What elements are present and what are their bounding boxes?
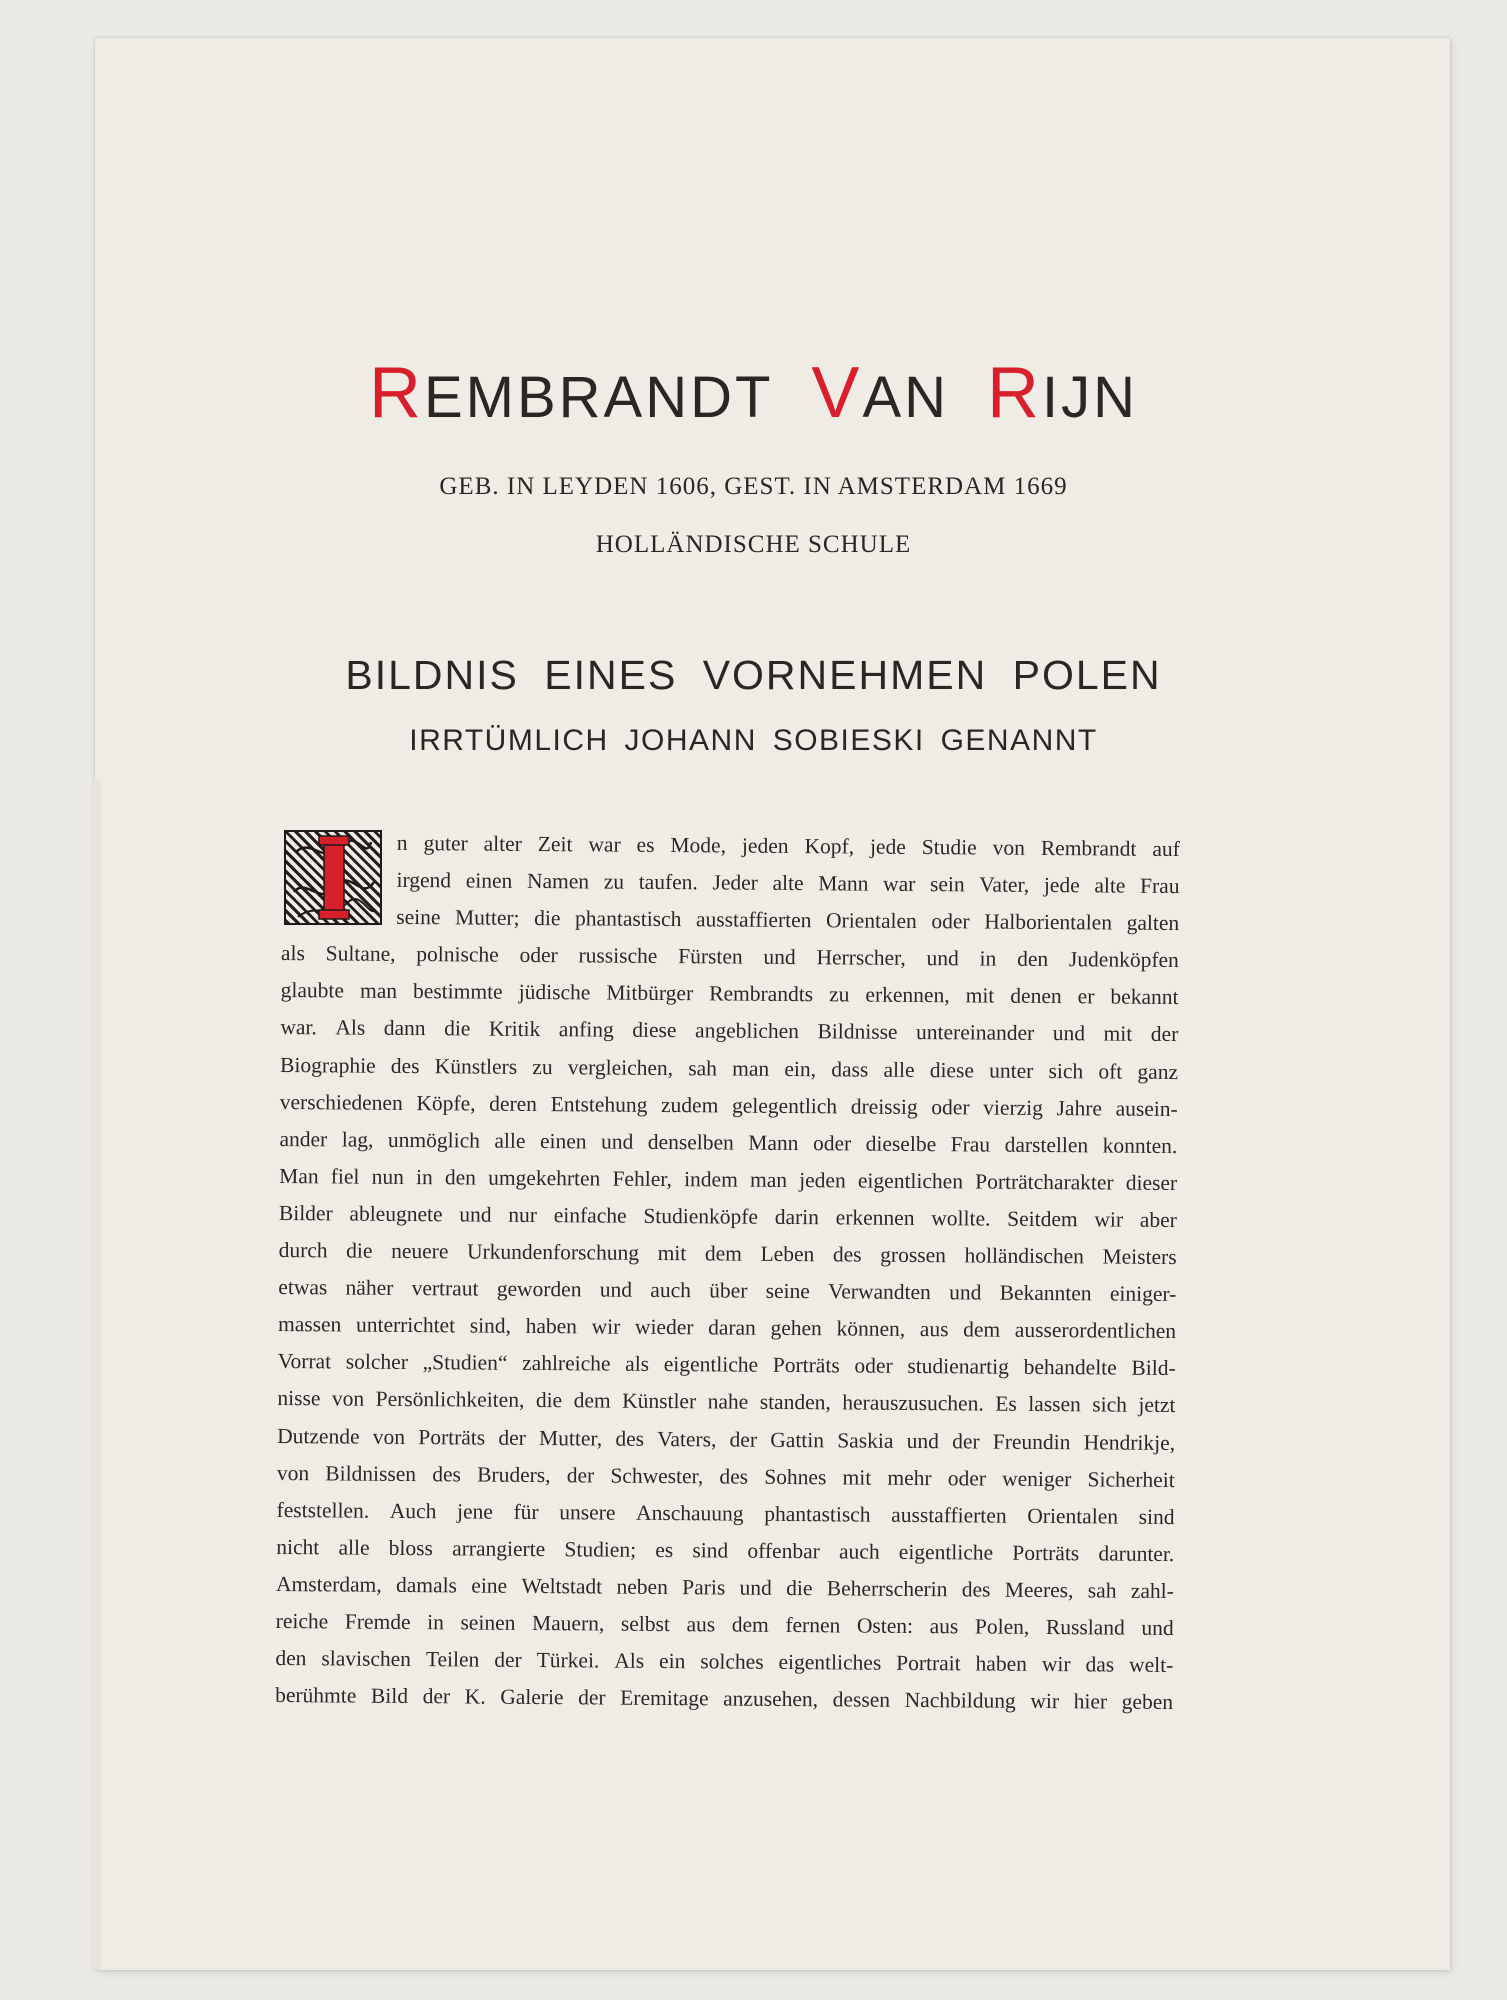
title-initial-v: V bbox=[811, 353, 863, 433]
body-line: als Sultane, polnische oder russische Fürsten und Herrscher, und in den Judenköpfen bbox=[280, 941, 1179, 973]
title-initial-r: R bbox=[368, 353, 424, 433]
body-line: n guter alter Zeit war es Mode, jeden Kopf, jede Studie von Rembrandt auf bbox=[396, 830, 1180, 862]
body-line: Vorrat solcher „Studien“ zahlreiche als eigentliche Porträts oder studienartig behandelte Bild- bbox=[277, 1349, 1176, 1381]
body-line: berühmte Bild der K. Galerie der Eremitage anzusehen, dessen Nachbildung wir hier geben bbox=[275, 1683, 1174, 1715]
body-line: seine Mutter; die phantastisch ausstaffierten Orientalen oder Halborientalen galten bbox=[396, 905, 1180, 936]
body-line: etwas näher vertraut geworden und auch über seine Verwandten und Bekannten einiger- bbox=[278, 1275, 1177, 1307]
body-line: irgend einen Namen zu taufen. Jeder alte Mann war sein Vater, jede alte Frau bbox=[396, 867, 1180, 899]
title-word-van: AN bbox=[862, 365, 950, 430]
paper-edge bbox=[91, 780, 101, 1970]
body-line: reiche Fremde in seinen Mauern, selbst aus dem fernen Osten: aus Polen, Russland und bbox=[275, 1608, 1174, 1640]
artwork-subtitle: IRRTÜMLICH JOHANN SOBIESKI GENANNT bbox=[409, 724, 1098, 757]
body-line: Dutzende von Porträts der Mutter, des Vaters, der Gattin Saskia und der Freundin Hendrikje, bbox=[277, 1423, 1176, 1455]
body-line: glaubte man bestimmte jüdische Mitbürger Rembrandts zu erkennen, mit denen er bekannt bbox=[280, 978, 1179, 1010]
body-line: war. Als dann die Kritik anfing diese angeblichen Bildnisse untereinander und mit der bbox=[280, 1015, 1179, 1047]
body-line: nisse von Persönlichkeiten, die dem Künstler nahe standen, herauszusuchen. Es lassen sich jetzt bbox=[277, 1386, 1176, 1418]
body-line: Bilder ableugnete und nur einfache Studienköpfe darin erkennen wollte. Seitdem wir aber bbox=[278, 1200, 1177, 1232]
artist-school: HOLLÄNDISCHE SCHULE bbox=[595, 531, 912, 558]
body-line: den slavischen Teilen der Türkei. Als ein solches eigentliches Portrait haben wir das welt- bbox=[275, 1646, 1174, 1678]
body-line: durch die neuere Urkundenforschung mit dem Leben des grossen holländischen Meisters bbox=[278, 1238, 1177, 1270]
title-initial-r2: R bbox=[987, 353, 1043, 433]
body-line: nicht alle bloss arrangierte Studien; es sind offenbar auch eigentliche Porträts darunter. bbox=[276, 1534, 1175, 1566]
body-text bbox=[275, 824, 1180, 1721]
body-line: ander lag, unmöglich alle einen und denselben Mann oder dieselbe Frau darstellen konnten. bbox=[279, 1126, 1178, 1158]
page-title bbox=[0, 352, 1507, 434]
artwork-title: BILDNIS EINES VORNEHMEN POLEN bbox=[345, 652, 1162, 698]
artist-dates: GEB. IN LEYDEN 1606, GEST. IN AMSTERDAM 1669 bbox=[439, 473, 1068, 500]
body-line: Biographie des Künstlers zu vergleichen, sah man ein, dass alle diese unter sich oft ganz bbox=[280, 1052, 1179, 1084]
body-line: feststellen. Auch jene für unsere Anschauung phantastisch ausstaffierten Orientalen sind bbox=[276, 1497, 1175, 1529]
body-line: von Bildnissen des Bruders, der Schwester, des Sohnes mit mehr oder weniger Sicherheit bbox=[276, 1460, 1175, 1492]
title-word-rembrandt: EMBRANDT bbox=[423, 365, 774, 430]
body-line: massen unterrichtet sind, haben wir wieder daran gehen können, aus dem ausserordentlichen bbox=[277, 1312, 1177, 1344]
body-line: verschiedenen Köpfe, deren Entstehung zudem gelegentlich dreissig oder vierzig Jahre ausein- bbox=[279, 1089, 1178, 1121]
title-word-rijn: IJN bbox=[1042, 365, 1139, 430]
body-line: Amsterdam, damals eine Weltstadt neben Paris und die Beherrscherin des Meeres, sah zahl- bbox=[275, 1571, 1174, 1603]
body-line: Man fiel nun in den umgekehrten Fehler, indem man jeden eigentlichen Porträtcharakter dieser bbox=[279, 1163, 1178, 1195]
